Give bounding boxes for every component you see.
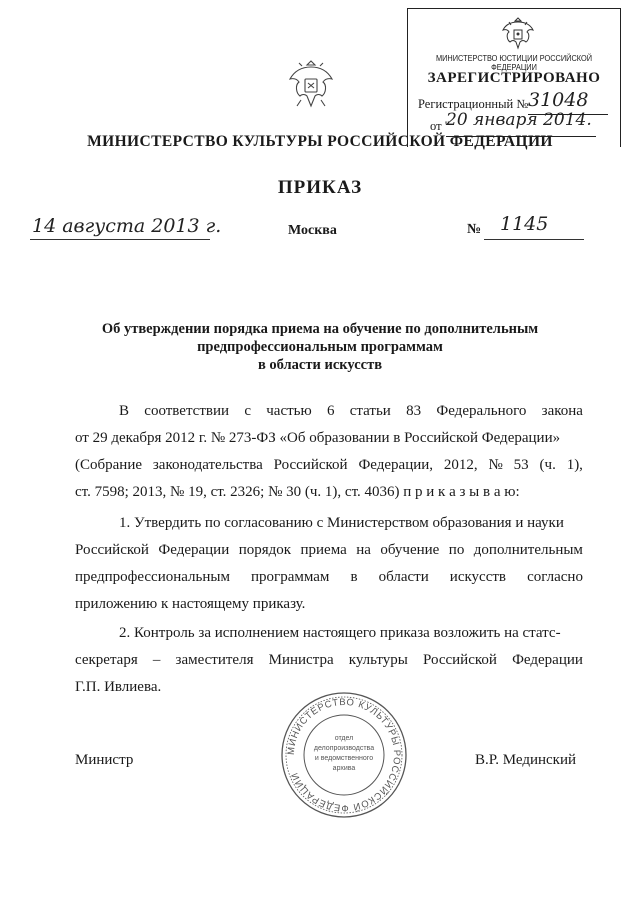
- paragraph-line: [75, 647, 583, 674]
- paragraph-word: заместителя: [175, 652, 254, 668]
- paragraph-word: программам: [251, 569, 330, 585]
- paragraph-line: [75, 452, 583, 479]
- paragraph-word: 83: [406, 403, 422, 419]
- seal-inner-text: делопроизводства: [313, 745, 375, 752]
- signer-name: В.Р. Мединский: [475, 752, 577, 768]
- paragraph-word: Российской: [273, 457, 348, 473]
- paragraph-word: Федерации: [158, 542, 230, 558]
- subject-line: Об утверждении порядка приема на обучение по дополнительным: [101, 321, 539, 337]
- order-city: Москва: [288, 223, 337, 238]
- paragraph-line: [75, 479, 583, 506]
- paragraph-text: от 29 декабря 2012 г. № 273-ФЗ «Об образовании в Российской Федерации»: [75, 430, 561, 446]
- paragraph-word: соответствии: [144, 403, 230, 419]
- paragraph-word: (ч.: [539, 457, 556, 473]
- paragraph-word: с: [244, 403, 251, 419]
- paragraph-word: 6: [326, 403, 335, 419]
- order-date-underline: [30, 239, 210, 240]
- paragraph-word: Федерации,: [358, 457, 434, 473]
- subject-line: предпрофессиональным программам: [197, 339, 443, 355]
- paragraph-word: №: [488, 457, 503, 473]
- registration-number-label: Регистрационный №: [418, 97, 529, 111]
- order-number-label: №: [467, 222, 482, 237]
- order-subject: [80, 320, 560, 374]
- registration-date-label: от ": [430, 119, 450, 133]
- paragraph-word: Министра: [268, 652, 334, 668]
- paragraph-word: на: [356, 542, 371, 558]
- paragraph-text: приложению к настоящему приказу.: [75, 596, 306, 612]
- official-seal-stamp: [279, 690, 409, 820]
- order-number-underline: [484, 239, 584, 240]
- paragraph-word: искусств: [449, 569, 507, 585]
- paragraph-text: Г.П. Ивлиева.: [75, 679, 162, 695]
- paragraph-line: [75, 564, 583, 591]
- paragraph-line: [75, 537, 583, 564]
- paragraph-word: дополнительным: [473, 542, 583, 558]
- paragraph-word: В: [119, 403, 130, 419]
- registration-date-handwritten: 20 января 2014.: [446, 110, 592, 130]
- order-title: ПРИКАЗ: [277, 177, 363, 198]
- paragraph-word: законодательства: [152, 457, 263, 473]
- order-date-handwritten: 14 августа 2013 г.: [32, 215, 222, 237]
- coat-of-arms-icon: [500, 14, 536, 52]
- registration-ministry: МИНИСТЕРСТВО ЮСТИЦИИ РОССИЙСКОЙ ФЕДЕРАЦИИ: [435, 54, 593, 72]
- paragraph-item-1: [75, 510, 583, 618]
- subject-line: в области искусств: [257, 357, 383, 373]
- paragraph-word: Федерации: [512, 652, 583, 668]
- registration-number-handwritten: 31048: [528, 89, 589, 111]
- paragraph-item-2: [75, 620, 583, 701]
- paragraph-word: приема: [300, 542, 347, 558]
- seal-inner-text: и ведомственного: [314, 755, 374, 762]
- paragraph-word: предпрофессиональным: [75, 569, 230, 585]
- paragraph-word: закона: [541, 403, 583, 419]
- coat-of-arms-icon: [287, 58, 335, 114]
- ministry-name: МИНИСТЕРСТВО КУЛЬТУРЫ РОССИЙСКОЙ ФЕДЕРАЦИИ: [87, 133, 553, 150]
- paragraph-line: [75, 510, 583, 537]
- paragraph-preamble: [75, 398, 583, 506]
- paragraph-word: 1),: [566, 457, 583, 473]
- paragraph-word: культуры: [348, 652, 408, 668]
- paragraph-word: согласно: [527, 569, 583, 585]
- paragraph-word: –: [152, 652, 161, 668]
- paragraph-word: Российской: [75, 542, 149, 558]
- paragraph-text: 2. Контроль за исполнением настоящего приказа возложить на статс-: [119, 625, 561, 641]
- paragraph-word: Российской: [423, 652, 497, 668]
- paragraph-word: по: [448, 542, 465, 558]
- signer-title: Министр: [75, 752, 134, 768]
- paragraph-word: Федерального: [436, 403, 527, 419]
- paragraph-word: 53: [513, 457, 529, 473]
- paragraph-line: [75, 398, 583, 425]
- seal-outer-text: МИНИСТЕРСТВО КУЛЬТУРЫ РОССИЙСКОЙ ФЕДЕРАЦИИ: [285, 696, 403, 814]
- paragraph-word: обучение: [380, 542, 440, 558]
- paragraph-line: [75, 425, 583, 452]
- seal-inner-text: отдел: [334, 735, 354, 742]
- order-number-handwritten: 1145: [500, 213, 549, 235]
- paragraph-word: частью: [266, 403, 312, 419]
- registration-title: ЗАРЕГИСТРИРОВАНО: [427, 70, 601, 86]
- paragraph-word: в: [350, 569, 358, 585]
- seal-inner-text: архива: [332, 765, 356, 772]
- paragraph-word: (Собрание: [75, 457, 143, 473]
- paragraph-word: статьи: [349, 403, 391, 419]
- paragraph-line: [75, 620, 583, 647]
- paragraph-text: ст. 7598; 2013, № 19, ст. 2326; № 30 (ч. 1), ст. 4036) п р и к а з ы в а ю:: [75, 484, 520, 500]
- paragraph-word: секретаря: [75, 652, 138, 668]
- paragraph-word: области: [378, 569, 429, 585]
- paragraph-word: 2012,: [443, 457, 478, 473]
- paragraph-line: [75, 591, 583, 618]
- paragraph-word: порядок: [238, 542, 292, 558]
- paragraph-text: 1. Утвердить по согласованию с Министерством образования и науки: [119, 515, 564, 531]
